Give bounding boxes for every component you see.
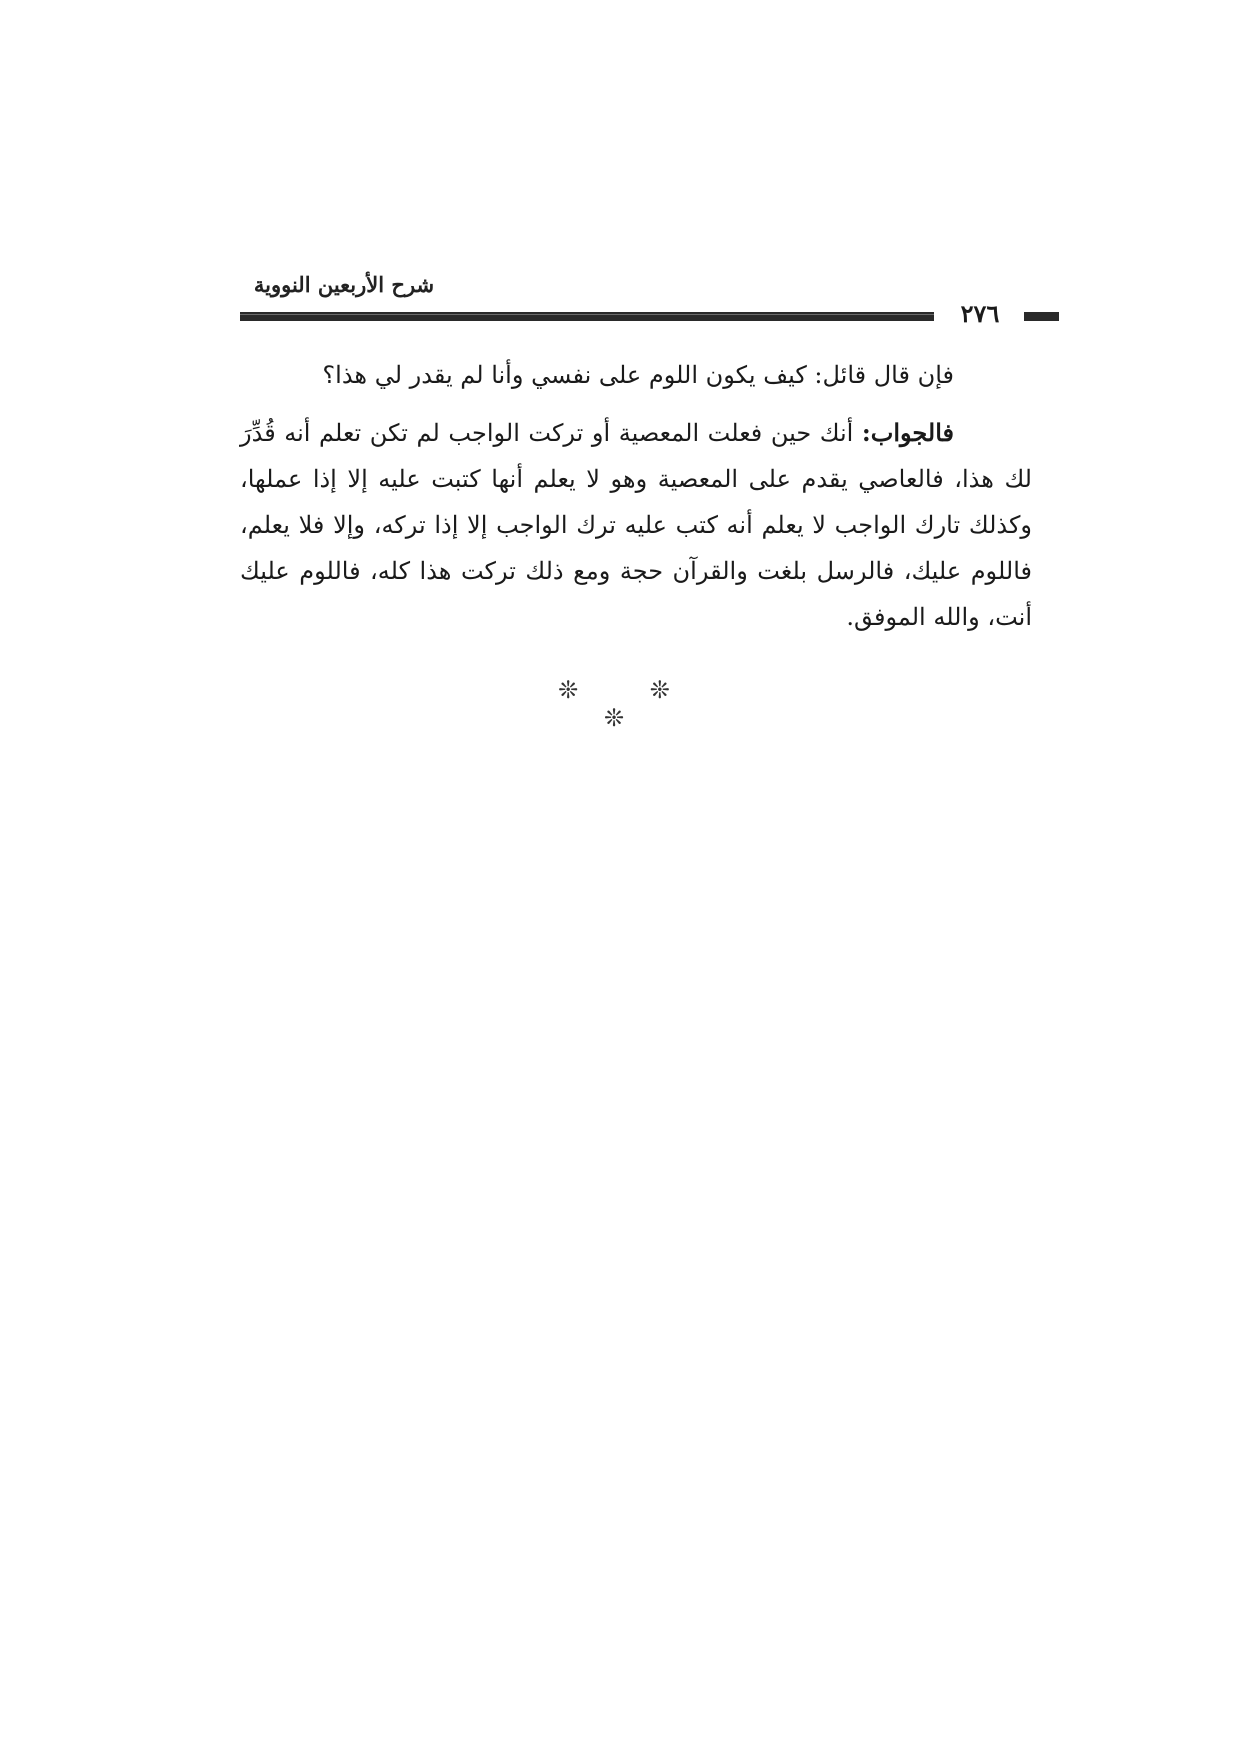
question-paragraph: فإن قال قائل: كيف يكون اللوم على نفسي وأنا لم يقدر لي هذا؟	[322, 361, 954, 389]
header-rule-end-mark	[1024, 312, 1059, 321]
section-separator: ❊ ❊ ❊	[558, 676, 702, 732]
body-text	[240, 352, 1032, 640]
running-header-title: شرح الأربعين النووية	[253, 272, 435, 297]
answer-body: أنك حين فعلت المعصية أو تركت الواجب لم تكن تعلم أنه قُدِّرَ لك هذا، فالعاصي يقدم على المعصية وهو لا يعلم أنها كتبت عليه إلا إذا عملها، وكذلك تارك الواجب لا يعلم أنه كتب عليه ترك الواجب إلا إذا تركه، وإلا فلا يعلم، فاللوم عليك، فالرسل بلغت والقرآن حجة ومع ذلك تركت هذا كله، فاللوم عليك أنت، والله الموفق.	[240, 419, 1032, 631]
page-number: ٢٧٦	[960, 299, 1000, 328]
answer-lead: فالجواب:	[861, 418, 954, 447]
header-rule	[240, 312, 934, 321]
answer-paragraph	[240, 410, 1032, 640]
